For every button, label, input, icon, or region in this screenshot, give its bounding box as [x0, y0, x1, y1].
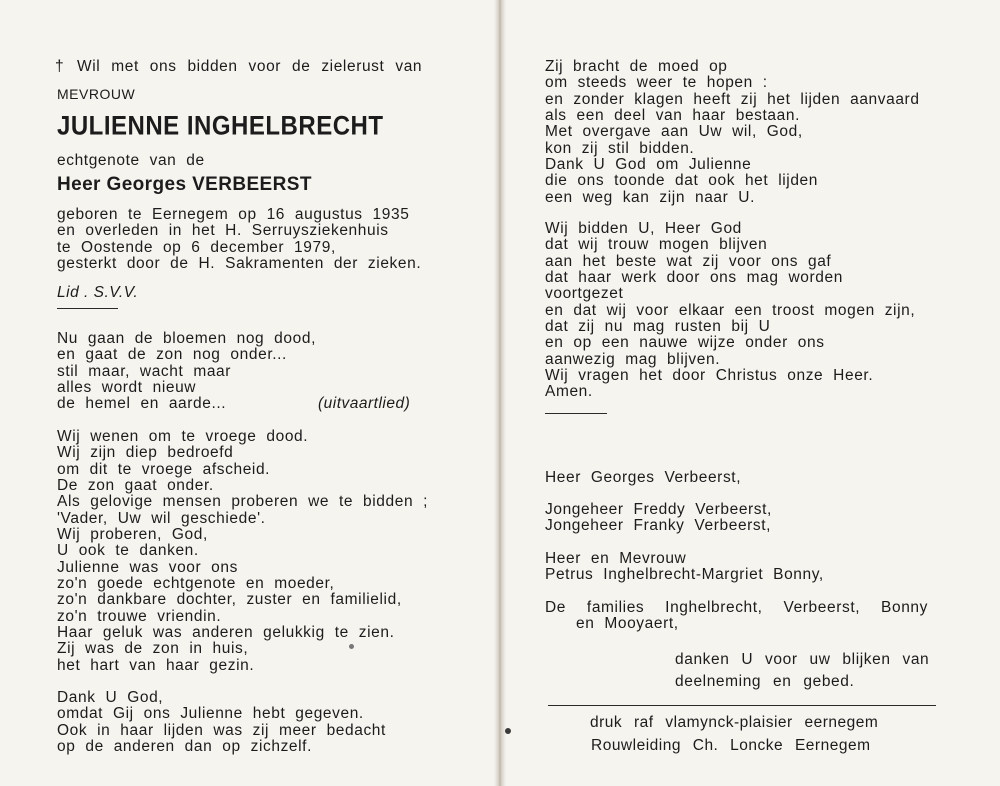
biography-line: te Oostende op 6 december 1979, [57, 238, 336, 256]
verse-line: Wij bidden U, Heer God [545, 220, 742, 237]
title-mevrouw: MEVROUW [57, 86, 136, 102]
family-line: Jongeheer Franky Verbeerst, [545, 517, 772, 535]
spouse-label: echtgenote van de [57, 152, 205, 169]
biography-line: gesterkt door de H. Sakramenten der zieken. [57, 255, 422, 273]
family-sons [545, 502, 772, 535]
prayer [57, 429, 428, 674]
divider [545, 413, 607, 414]
prayer-line: Julienne was voor ons [57, 558, 238, 576]
poem-line: alles wordt nieuw [57, 379, 197, 397]
verse-line: kon zij stil bidden. [545, 139, 695, 157]
prayer-line: Als gelovige mensen proberen we te bidden ; [57, 493, 428, 511]
verse-line: en zonder klagen heeft zij het lijden aanvaard [545, 90, 920, 108]
poem-source: (uitvaartlied) [318, 395, 411, 412]
verse-line: aan het beste wat zij voor ons gaf [545, 252, 832, 270]
verse-two [545, 221, 915, 401]
membership: Lid . S.V.V. [57, 284, 139, 301]
family-line: Heer en Mevrouw [545, 550, 687, 567]
family-families [545, 600, 928, 633]
divider [57, 308, 118, 309]
prayer-line: Wij zijn diep bedroefd [57, 444, 234, 462]
verse-line: als een deel van haar bestaan. [545, 107, 800, 125]
thanks [57, 690, 386, 755]
page-fold [494, 0, 506, 786]
poem [57, 331, 316, 413]
poem-line: en gaat de zon nog onder... [57, 346, 287, 364]
prayer-line: U ook te danken. [57, 542, 199, 560]
biography [57, 207, 421, 272]
prayer-line: De zon gaat onder. [57, 477, 214, 495]
verse-line: Amen. [545, 383, 593, 401]
poem-line: Nu gaan de bloemen nog dood, [57, 330, 316, 347]
thanks-line: op de anderen dan op zichzelf. [57, 738, 312, 756]
funeral-director: Rouwleiding Ch. Loncke Eernegem [591, 737, 871, 754]
verse-line: Met overgave aan Uw wil, God, [545, 123, 803, 141]
family-line: De families Inghelbrecht, Verbeerst, Bonny [545, 599, 928, 616]
verse-line: en op een nauwe wijze onder ons [545, 334, 825, 352]
prayer-line: zo'n goede echtgenote en moeder, [57, 575, 335, 593]
cross-icon: † [55, 58, 65, 75]
verse-line: voortgezet [545, 285, 624, 303]
verse-one [545, 59, 920, 206]
prayer-line: zo'n trouwe vriendin. [57, 607, 222, 625]
prayer-line: 'Vader, Uw wil geschiede'. [57, 509, 266, 527]
prayer-line: Wij wenen om te vroege dood. [57, 428, 309, 445]
verse-line: Wij vragen het door Christus onze Heer. [545, 367, 874, 385]
family-line: Jongeheer Freddy Verbeerst, [545, 501, 772, 518]
verse-line: die ons toonde dat ook het lijden [545, 172, 818, 190]
biography-line: en overleden in het H. Serruysziekenhuis [57, 222, 389, 240]
printer-credit: druk raf vlamynck-plaisier eernegem [590, 714, 879, 731]
poem-line: de hemel en aarde... [57, 395, 227, 413]
deceased-name: JULIENNE INGHELBRECHT [57, 111, 384, 142]
prayer-line: Zij was de zon in huis, [57, 640, 249, 658]
family-parents [545, 551, 824, 584]
verse-line: om steeds weer te hopen : [545, 74, 768, 92]
verse-line: dat zij nu mag rusten bij U [545, 318, 771, 336]
family-line: en Mooyaert, [576, 615, 679, 633]
speck [349, 644, 354, 649]
closing-line: deelneming en gebed. [675, 673, 855, 690]
family-line: Petrus Inghelbrecht-Margriet Bonny, [545, 566, 824, 584]
verse-line: dat wij trouw mogen blijven [545, 236, 768, 254]
poem-line: stil maar, wacht maar [57, 362, 232, 380]
thanks-line: Ook in haar lijden was zij meer bedacht [57, 721, 386, 739]
prayer-line: Haar geluk was anderen gelukkig te zien. [57, 624, 395, 642]
prayer-line: Wij proberen, God, [57, 526, 208, 544]
verse-line: Dank U God om Julienne [545, 156, 752, 174]
thanks-closing [675, 649, 929, 693]
biography-line: geboren te Eernegem op 16 augustus 1935 [57, 206, 410, 223]
prayer-line: het hart van haar gezin. [57, 656, 255, 674]
family-husband: Heer Georges Verbeerst, [545, 469, 742, 486]
verse-line: een weg kan zijn naar U. [545, 188, 755, 206]
speck [505, 728, 511, 734]
thanks-line: Dank U God, [57, 689, 164, 706]
closing-line: danken U voor uw blijken van [675, 651, 930, 668]
divider [548, 705, 936, 706]
verse-line: dat haar werk door ons mag worden [545, 269, 843, 287]
thanks-line: omdat Gij ons Julienne hebt gegeven. [57, 705, 364, 723]
verse-line: aanwezig mag blijven. [545, 350, 721, 368]
spouse-name: Heer Georges VERBEERST [57, 174, 312, 195]
verse-line: en dat wij voor elkaar een troost mogen zijn, [545, 301, 916, 319]
prayer-line: om dit te vroege afscheid. [57, 460, 271, 478]
verse-line: Zij bracht de moed op [545, 58, 728, 75]
prayer-line: zo'n dankbare dochter, zuster en familielid, [57, 591, 402, 609]
intro-line: Wil met ons bidden voor de zielerust van [77, 58, 423, 75]
